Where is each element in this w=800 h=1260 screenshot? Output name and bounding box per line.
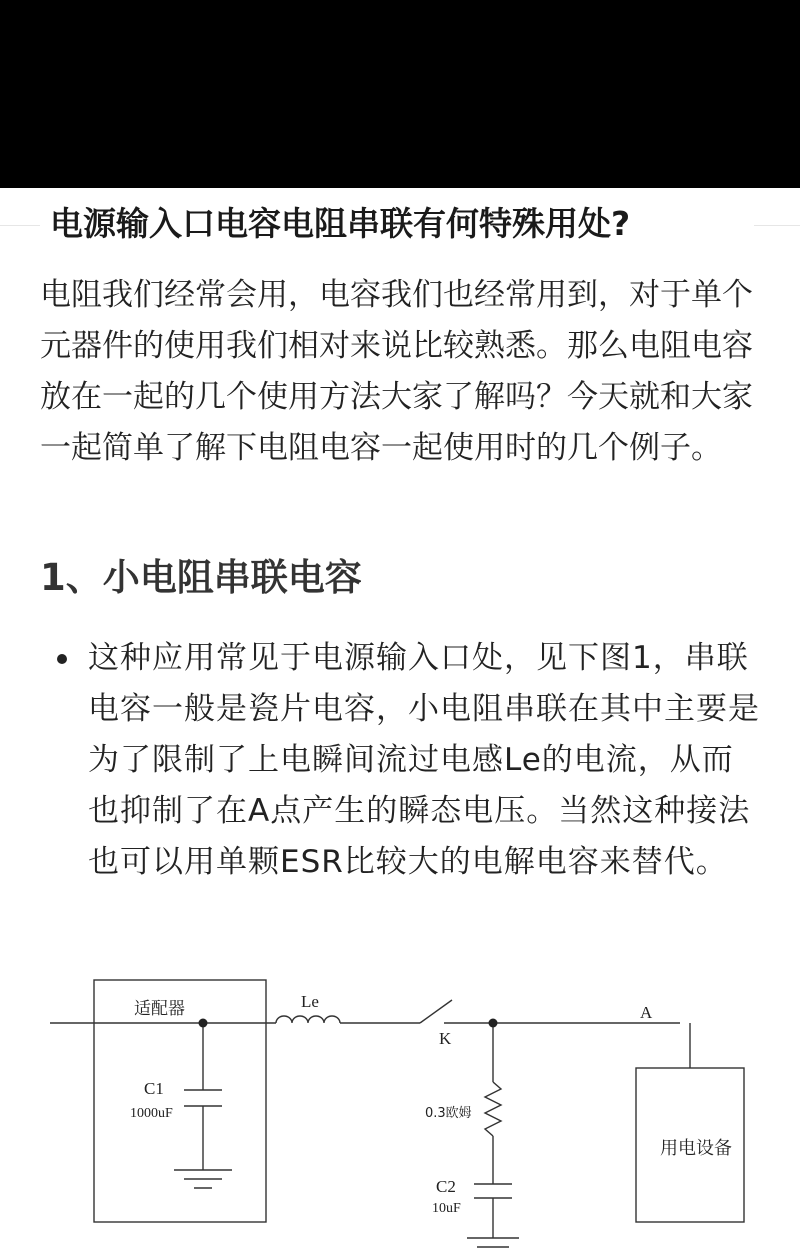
c2-name-label: C2: [436, 1177, 456, 1196]
inductor-label: Le: [301, 992, 319, 1011]
c2-value-label: 10uF: [432, 1201, 461, 1216]
article-title: 电源输入口电容电阻串联有何特殊用处?: [46, 196, 754, 252]
resistor-zigzag: [485, 1082, 501, 1136]
junction-dot-2: [489, 1019, 498, 1028]
node-a-label: A: [640, 1003, 653, 1022]
top-black-bar: [0, 0, 800, 188]
device-label: 用电设备: [660, 1138, 732, 1159]
resistor-label: 0.3欧姆: [425, 1106, 472, 1121]
c1-value-label: 1000uF: [130, 1106, 173, 1121]
circuit-svg: [40, 962, 762, 1260]
c1-name-label: C1: [144, 1079, 164, 1098]
junction-dot-1: [199, 1019, 208, 1028]
inductor-coil: [276, 1016, 340, 1023]
bullet-dot: [57, 654, 67, 664]
switch-label: K: [439, 1029, 452, 1048]
adapter-label: 适配器: [134, 999, 185, 1019]
title-divider-left: [0, 225, 40, 226]
bullet-paragraph: 这种应用常见于电源输入口处，见下图1，串联电容一般是瓷片电容，小电阻串联在其中主要是为了限制了上电瞬间流过电感Le的电流，从而也抑制了在A点产生的瞬态电压。当然这种接法也可以用单颗ESR比较大的电解电容来替代。: [88, 640, 760, 880]
circuit-diagram: [40, 962, 762, 1260]
intro-paragraph: 电阻我们经常会用，电容我们也经常用到，对于单个元器件的使用我们相对来说比较熟悉。那么电阻电容放在一起的几个使用方法大家了解吗？今天就和大家一起简单了解下电阻电容一起使用时的几个例子。: [40, 277, 753, 466]
switch-blade: [420, 1000, 452, 1023]
section-heading: 1、小电阻串联电容: [40, 556, 362, 599]
